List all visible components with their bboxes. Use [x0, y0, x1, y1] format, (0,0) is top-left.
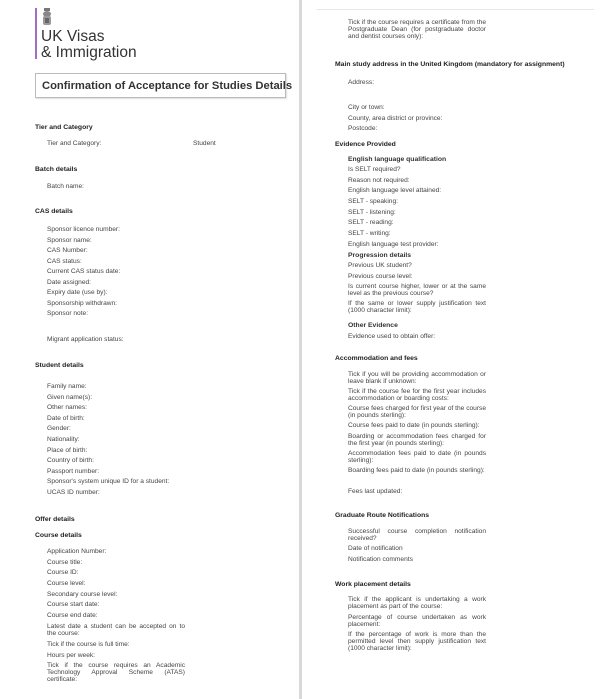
field-label: Date of notification	[348, 545, 403, 552]
field-label: SELT - speaking:	[348, 198, 398, 205]
field-label: Notification comments	[348, 556, 413, 563]
field-label: CAS status:	[47, 257, 82, 265]
field-label: City or town:	[348, 104, 385, 111]
section-heading: Evidence Provided	[335, 141, 396, 148]
subsection-heading: English language qualification	[348, 156, 447, 163]
field-label: Course end date:	[47, 612, 98, 619]
field-label: Tier and Category:	[47, 140, 102, 147]
field-label: Current CAS status date:	[47, 268, 121, 275]
field-label: Course fees charged for first year of the course (in pounds sterling):	[348, 405, 486, 420]
section-heading: Graduate Route Notifications	[335, 512, 430, 519]
field-label: Tick if the applicant is undertaking a work placement as part of the course:	[348, 596, 486, 611]
subsection-heading: Other Evidence	[348, 322, 398, 329]
field-label: Boarding or accommodation fees charged for the first year (in pounds sterling):	[348, 433, 486, 448]
field-label: Course level:	[47, 580, 86, 587]
field-label: Postcode:	[348, 125, 378, 132]
field-label: English language level attained:	[348, 187, 442, 195]
field-label: Previous UK student?	[348, 262, 412, 269]
field-label: Gender:	[47, 425, 71, 433]
field-label: Country of birth:	[47, 457, 94, 465]
logo-line-2: & Immigration	[41, 44, 137, 61]
field-label: UCAS ID number:	[47, 489, 100, 496]
field-label: Batch name:	[47, 183, 85, 190]
field-label: Reason not required:	[348, 176, 410, 184]
logo-bar	[35, 8, 37, 59]
field-label: Tick if the course requires a certificate from the Postgraduate Dean (for postgraduate doctor and dentist courses only):	[348, 19, 486, 41]
field-label: Migrant application status:	[47, 336, 124, 343]
field-label: Course title:	[47, 558, 83, 566]
field-label: Tick if the course is full time:	[47, 641, 130, 648]
field-label: Course start date:	[47, 601, 100, 609]
field-label: Sponsor's system unique ID for a student:	[47, 478, 170, 486]
field-label: If the percentage of work is more than the permitted level then supply justification text (1000 character limit):	[348, 631, 486, 653]
field-label: Evidence used to obtain offer:	[348, 333, 436, 340]
field-label: Is SELT required?	[348, 166, 401, 173]
field-label: CAS Number:	[47, 247, 88, 254]
field-label: Boarding fees paid to date (in pounds sterling):	[348, 467, 485, 474]
section-heading: CAS details	[35, 208, 73, 215]
field-label: Date assigned:	[47, 278, 91, 286]
field-label: Sponsor note:	[47, 310, 89, 317]
field-label: Tick if you will be providing accommodation or leave blank if unknown:	[348, 371, 486, 386]
field-label: Sponsor licence number:	[47, 226, 120, 233]
field-label: Expiry date (use by):	[47, 289, 108, 296]
field-label: Hours per week:	[47, 651, 96, 659]
field-label: SELT - reading:	[348, 219, 394, 227]
section-heading: Work placement details	[335, 581, 411, 588]
field-label: SELT - listening:	[348, 208, 396, 216]
field-label: Other names:	[47, 404, 87, 412]
field-label: Sponsorship withdrawn:	[47, 299, 118, 307]
field-label: Address:	[348, 79, 375, 86]
field-label: Fees last updated:	[348, 488, 403, 495]
field-label: Secondary course level:	[47, 590, 118, 598]
field-label: County, area district or province:	[348, 114, 443, 122]
field-label: Place of birth:	[47, 446, 88, 454]
page-right	[302, 0, 602, 699]
page-title: Confirmation of Acceptance for Studies Details	[42, 80, 293, 92]
field-label: Given name(s):	[47, 393, 93, 401]
field-label: Is current course higher, lower or at the same level as the previous course?	[348, 283, 486, 298]
section-heading: Offer details	[35, 516, 75, 523]
field-label: Accommodation fees paid to date (in pounds sterling):	[348, 450, 486, 465]
field-label: Date of birth:	[47, 414, 85, 422]
field-label: Successful course completion notification received?	[348, 528, 486, 543]
section-heading: Main study address in the United Kingdom (mandatory for assignment)	[335, 61, 565, 68]
field-label: Sponsor name:	[47, 236, 92, 244]
field-label: Family name:	[47, 383, 87, 390]
section-heading: Tier and Category	[35, 124, 93, 131]
field-label: Course ID:	[47, 569, 79, 577]
logo-line-1: UK Visas	[41, 28, 105, 45]
section-heading: Course details	[35, 532, 82, 539]
subsection-heading: Progression details	[348, 251, 412, 259]
field-label: English language test provider:	[348, 241, 439, 248]
field-value: Student	[193, 140, 216, 147]
field-label: Passport number:	[47, 467, 100, 475]
title-box	[35, 73, 293, 98]
field-label: Latest date a student can be accepted on to the course:	[47, 623, 185, 638]
field-label: Previous course level:	[348, 273, 413, 280]
field-label: Course fees paid to date (in pounds sterling):	[348, 422, 480, 429]
section-heading: Accommodation and fees	[335, 355, 418, 362]
field-label: SELT - writing:	[348, 230, 391, 237]
field-label: Tick if the course fee for the first year includes accommodation or boarding costs:	[348, 388, 486, 403]
field-label: Tick if the course requires an Academic Technology Approval Scheme (ATAS) certificate:	[47, 662, 185, 684]
crest-icon	[41, 8, 53, 28]
page-left	[0, 0, 299, 699]
field-label: Nationality:	[47, 436, 80, 443]
page-top-rule	[317, 9, 594, 10]
section-heading: Student details	[35, 362, 84, 369]
section-heading: Batch details	[35, 166, 78, 173]
field-label: Percentage of course undertaken as work placement:	[348, 614, 486, 629]
field-label: Application Number:	[47, 548, 107, 555]
field-label: If the same or lower supply justification text (1000 character limit):	[348, 300, 486, 315]
